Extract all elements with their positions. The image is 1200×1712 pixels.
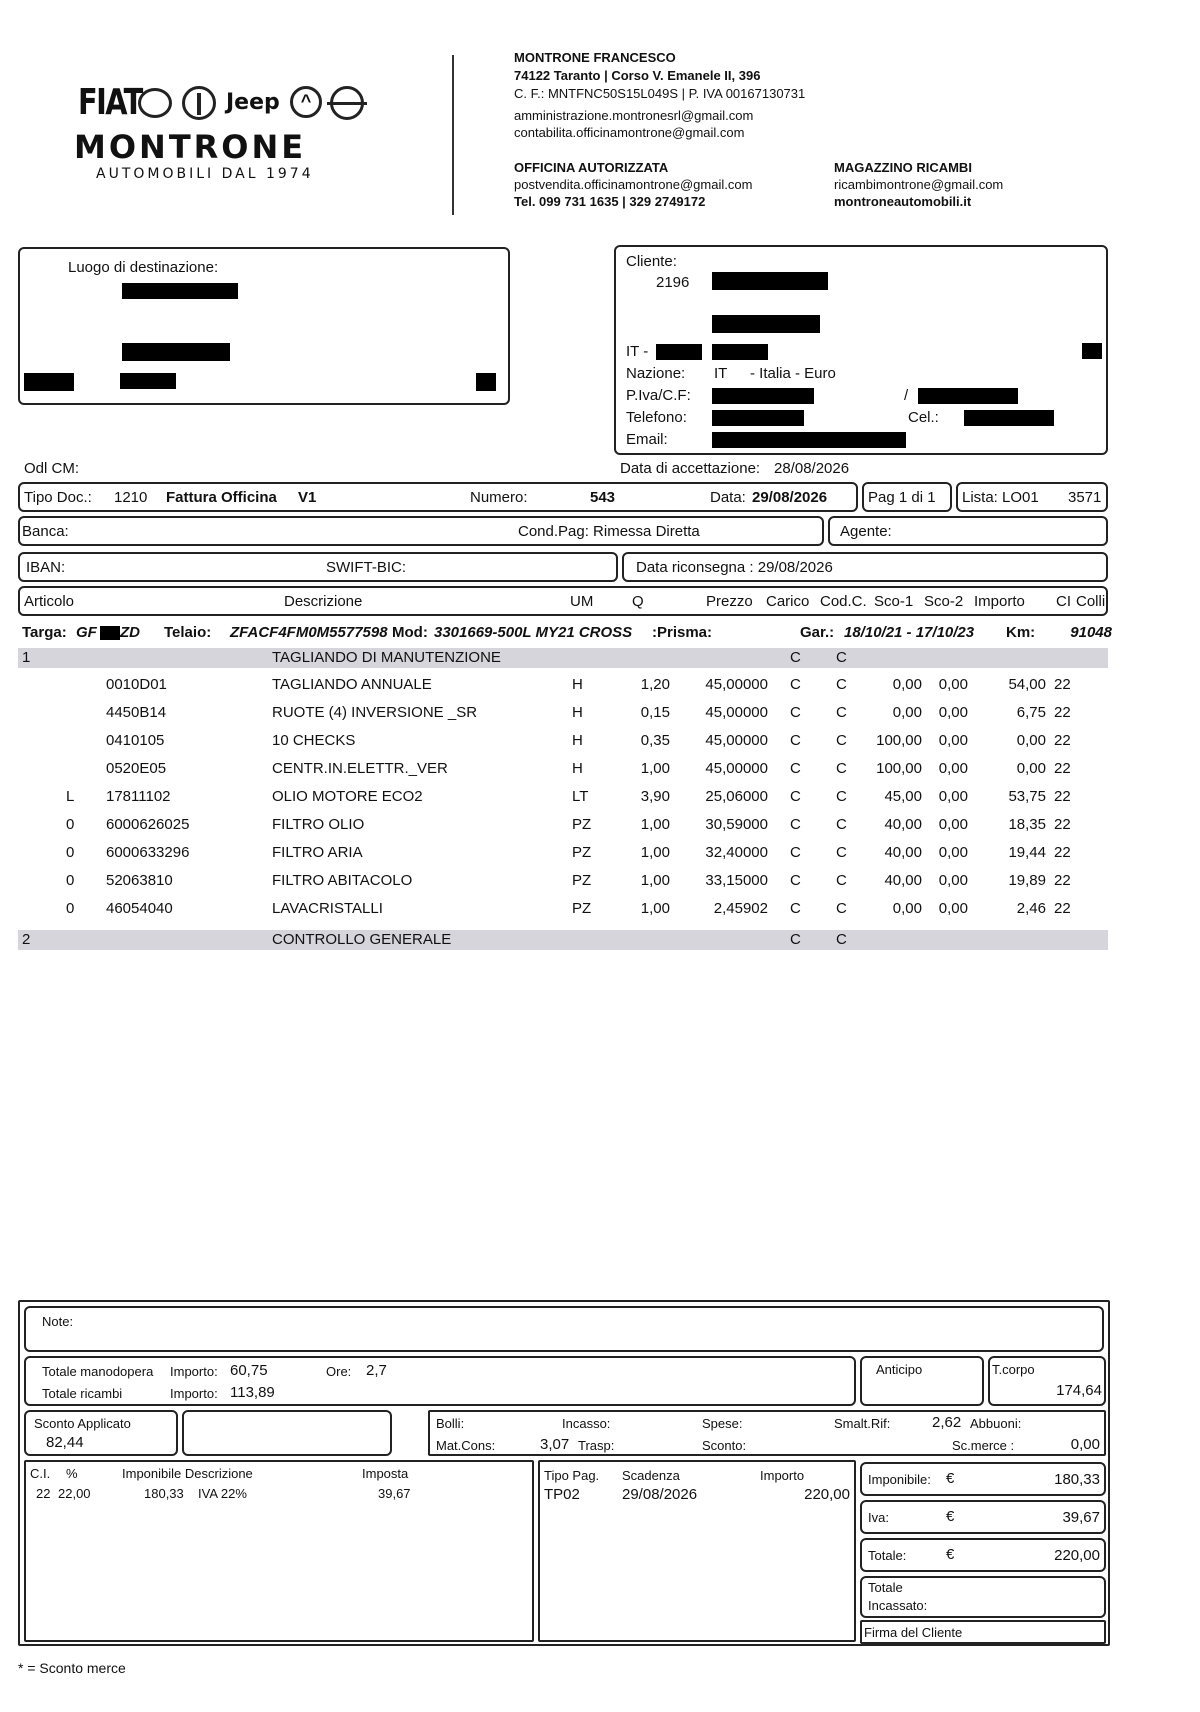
row-q: 1,00 <box>640 900 670 917</box>
totale: 220,00 <box>1054 1547 1100 1564</box>
charges-box <box>428 1410 1106 1456</box>
magazzino-title: MAGAZZINO RICAMBI <box>834 160 972 175</box>
iva-label: Iva: <box>868 1510 889 1525</box>
row-desc: FILTRO ABITACOLO <box>272 872 413 889</box>
doc-number: 543 <box>590 489 616 506</box>
targa-label: Targa: <box>22 624 67 641</box>
row-desc: FILTRO ARIA <box>272 844 363 861</box>
row-sco2: 0,00 <box>938 844 968 861</box>
spese-label: Spese: <box>702 1416 743 1431</box>
row-articolo: 46054040 <box>106 900 173 917</box>
redacted-block <box>712 410 804 426</box>
redacted-block <box>712 272 828 290</box>
table-row <box>18 704 1108 728</box>
row-flag: 0 <box>66 816 75 833</box>
vat-head-ci: C.I. <box>30 1466 51 1481</box>
row-desc: 10 CHECKS <box>272 732 356 749</box>
row-importo: 0,00 <box>1016 760 1046 777</box>
row-articolo: 0010D01 <box>106 676 167 693</box>
row-codc: C <box>836 788 847 805</box>
row-prezzo: 2,45902 <box>713 900 768 917</box>
row-prezzo: 45,00000 <box>705 676 768 693</box>
tot-ric-importo-label: Importo: <box>170 1386 218 1401</box>
row-codc: C <box>836 732 847 749</box>
row-articolo: 4450B14 <box>106 704 167 721</box>
totals-box <box>24 1356 856 1406</box>
row-sco1: 0,00 <box>892 676 922 693</box>
row-q: 1,00 <box>640 844 670 861</box>
row-flag: 0 <box>66 872 75 889</box>
redacted-block <box>100 626 120 640</box>
column-header <box>18 586 1108 616</box>
group-c2: C <box>836 931 847 948</box>
row-ci: 22 <box>1054 900 1071 917</box>
accept-label: Data di accettazione: <box>620 460 761 477</box>
group-desc: TAGLIANDO DI MANUTENZIONE <box>272 649 501 666</box>
row-sco2: 0,00 <box>938 760 968 777</box>
anticipo-label: Anticipo <box>876 1362 923 1377</box>
swift-label: SWIFT-BIC: <box>326 559 406 576</box>
anticipo-box <box>860 1356 984 1406</box>
sconto2-label: Sconto: <box>702 1438 747 1453</box>
fiat-logo: FIAT <box>78 82 142 123</box>
row-importo: 2,46 <box>1016 900 1046 917</box>
incasso-label: Incasso: <box>562 1416 611 1431</box>
sconto-label: Sconto Applicato <box>34 1416 131 1431</box>
redacted-block <box>964 410 1054 426</box>
row-flag: 0 <box>66 900 75 917</box>
payment-box <box>538 1460 856 1642</box>
iva-currency: € <box>946 1508 955 1525</box>
row-codc: C <box>836 844 847 861</box>
tot-ric-label: Totale ricambi <box>42 1386 123 1401</box>
company-email-2: contabilita.officinamontrone@gmail.com <box>514 125 745 140</box>
tot-mano: 60,75 <box>230 1362 268 1379</box>
signature-box <box>860 1620 1106 1644</box>
accept-date: 28/08/2026 <box>774 460 850 477</box>
email-label: Email: <box>626 431 668 448</box>
officina-tel: Tel. 099 731 1635 | 329 2749172 <box>514 194 706 209</box>
magazzino-email: ricambimontrone@gmail.com <box>834 177 1004 192</box>
cel-label: Cel.: <box>908 409 939 426</box>
row-sco1: 100,00 <box>876 760 922 777</box>
nazione-desc: - Italia - Euro <box>750 365 836 382</box>
header-divider <box>452 55 454 215</box>
row-importo: 53,75 <box>1008 788 1046 805</box>
row-ci: 22 <box>1054 872 1071 889</box>
table-row <box>18 788 1108 812</box>
client-label: Cliente: <box>626 253 677 270</box>
client-box <box>614 245 1108 455</box>
footer-box <box>18 1300 1110 1646</box>
tcorpo-label: T.corpo <box>992 1362 1035 1377</box>
bolli-label: Bolli: <box>436 1416 465 1431</box>
group-c2: C <box>836 649 847 666</box>
row-sco1: 40,00 <box>884 844 922 861</box>
col-codc: Cod.C. <box>820 593 867 610</box>
iban-box <box>18 552 618 582</box>
incassato-label-2: Incassato: <box>868 1598 928 1613</box>
redacted-block <box>476 373 496 391</box>
row-sco2: 0,00 <box>938 704 968 721</box>
redacted-block <box>24 373 74 391</box>
table-row <box>18 760 1108 784</box>
row-sco1: 40,00 <box>884 872 922 889</box>
doc-date-label: Data: <box>710 489 746 506</box>
col-colli: Colli <box>1076 593 1106 610</box>
jeep-logo: Jeep <box>226 90 280 115</box>
gar: 18/10/21 - 17/10/23 <box>844 624 975 641</box>
km: 91048 <box>1070 624 1112 641</box>
iva: 39,67 <box>1062 1509 1100 1526</box>
trasp-label: Trasp: <box>578 1438 615 1453</box>
bank-box <box>18 516 824 546</box>
row-codc: C <box>836 760 847 777</box>
redacted-block <box>122 343 230 361</box>
row-um: PZ <box>572 900 592 917</box>
nazione-label: Nazione: <box>626 365 686 382</box>
row-prezzo: 32,40000 <box>705 844 768 861</box>
items-table <box>18 676 1108 916</box>
page-box <box>862 482 952 512</box>
tcorpo: 174,64 <box>1056 1382 1102 1399</box>
gar-label: Gar.: <box>800 624 835 641</box>
row-importo: 18,35 <box>1008 816 1046 833</box>
row-ci: 22 <box>1054 844 1071 861</box>
row-prezzo: 30,59000 <box>705 816 768 833</box>
row-desc: OLIO MOTORE ECO2 <box>272 788 423 805</box>
row-codc: C <box>836 704 847 721</box>
imponibile-currency: € <box>946 1470 955 1487</box>
pay-row-tipo: TP02 <box>544 1486 580 1503</box>
row-importo: 6,75 <box>1016 704 1046 721</box>
doc-type-label: Tipo Doc.: <box>24 489 92 506</box>
redacted-block <box>1082 343 1102 359</box>
group-num: 1 <box>22 649 31 666</box>
row-um: PZ <box>572 844 592 861</box>
row-importo: 54,00 <box>1008 676 1046 693</box>
row-prezzo: 25,06000 <box>705 788 768 805</box>
tcorpo-box <box>988 1356 1106 1406</box>
row-sco2: 0,00 <box>938 732 968 749</box>
company-name: MONTRONE FRANCESCO <box>514 50 676 65</box>
row-desc: LAVACRISTALLI <box>272 900 383 917</box>
redacted-block <box>120 373 176 389</box>
col-descrizione: Descrizione <box>284 593 363 610</box>
row-um: H <box>572 760 583 777</box>
pay-head-importo: Importo <box>760 1468 805 1483</box>
imponibile-label: Imponibile: <box>868 1472 931 1487</box>
bank-label: Banca: <box>22 523 69 540</box>
row-carico: C <box>790 788 801 805</box>
row-codc: C <box>836 872 847 889</box>
col-um: UM <box>570 593 594 610</box>
row-carico: C <box>790 732 801 749</box>
col-sco2: Sco-2 <box>924 593 964 610</box>
vehicle-row <box>22 624 1112 646</box>
lancia-logo-icon <box>138 88 172 118</box>
row-articolo: 6000626025 <box>106 816 190 833</box>
row-codc: C <box>836 816 847 833</box>
vat-row-ci: 22 <box>36 1486 51 1501</box>
doc-type-box <box>18 482 858 512</box>
row-flag: 0 <box>66 844 75 861</box>
totale-label: Totale: <box>868 1548 907 1563</box>
abbuoni-label: Abbuoni: <box>970 1416 1022 1431</box>
vat-row-imposta: 39,67 <box>378 1486 411 1501</box>
row-um: PZ <box>572 872 592 889</box>
telaio-label: Telaio: <box>164 624 212 641</box>
group-desc: CONTROLLO GENERALE <box>272 931 452 948</box>
pay-head-scad: Scadenza <box>622 1468 680 1483</box>
row-sco1: 40,00 <box>884 816 922 833</box>
row-carico: C <box>790 704 801 721</box>
row-ci: 22 <box>1054 704 1071 721</box>
row-carico: C <box>790 816 801 833</box>
blank-box <box>182 1410 392 1456</box>
totale-box <box>860 1538 1106 1572</box>
row-importo: 19,89 <box>1008 872 1046 889</box>
riconsegna-box <box>622 552 1108 582</box>
note-label: Note: <box>42 1314 74 1329</box>
doc-type-code: 1210 <box>114 489 148 506</box>
matcons: 3,07 <box>540 1436 570 1453</box>
note-box <box>24 1306 1104 1352</box>
table-row <box>18 676 1108 700</box>
row-desc: FILTRO OLIO <box>272 816 365 833</box>
targa-a: GF <box>76 624 97 641</box>
citroen-logo-icon: ^ <box>290 86 322 118</box>
vat-head-impdesc: Imponibile Descrizione <box>122 1466 253 1481</box>
row-articolo: 6000633296 <box>106 844 190 861</box>
col-ci: CI <box>1056 593 1071 610</box>
page-indicator: Pag 1 di 1 <box>868 489 936 506</box>
doc-type-version: V1 <box>298 489 317 506</box>
col-prezzo: Prezzo <box>706 593 753 610</box>
table-row <box>18 900 1108 924</box>
row-ci: 22 <box>1054 760 1071 777</box>
row-articolo: 0520E05 <box>106 760 167 777</box>
row-um: H <box>572 732 583 749</box>
doc-date: 29/08/2026 <box>752 489 828 506</box>
row-q: 0,15 <box>640 704 670 721</box>
row-carico: C <box>790 872 801 889</box>
doc-type-desc: Fattura Officina <box>166 489 277 506</box>
group-c1: C <box>790 931 801 948</box>
row-desc: CENTR.IN.ELETTR._VER <box>272 760 448 777</box>
company-fiscal: C. F.: MNTFNC50S15L049S | P. IVA 00167130731 <box>514 86 806 101</box>
col-articolo: Articolo <box>24 593 75 610</box>
pay-head-tipo: Tipo Pag. <box>544 1468 600 1483</box>
redacted-block <box>712 344 768 360</box>
row-sco2: 0,00 <box>938 816 968 833</box>
row-um: LT <box>572 788 589 805</box>
telaio: ZFACF4FM0M5577598 <box>230 624 388 641</box>
alfa-romeo-logo-icon <box>182 86 216 120</box>
table-row <box>18 872 1108 896</box>
group-row <box>18 648 1108 672</box>
row-sco2: 0,00 <box>938 676 968 693</box>
row-importo: 19,44 <box>1008 844 1046 861</box>
row-prezzo: 45,00000 <box>705 732 768 749</box>
sconto-box <box>24 1410 178 1456</box>
signature-label: Firma del Cliente <box>864 1625 963 1640</box>
row-sco1: 45,00 <box>884 788 922 805</box>
row-desc: RUOTE (4) INVERSIONE _SR <box>272 704 478 721</box>
row-carico: C <box>790 900 801 917</box>
iban-label: IBAN: <box>26 559 66 576</box>
smalt: 2,62 <box>932 1414 962 1431</box>
row-importo: 0,00 <box>1016 732 1046 749</box>
row-prezzo: 45,00000 <box>705 704 768 721</box>
ore-label: Ore: <box>326 1364 352 1379</box>
km-label: Km: <box>1006 624 1036 641</box>
logo-tagline: AUTOMOBILI DAL 1974 <box>96 166 314 182</box>
table-row <box>18 844 1108 868</box>
row-q: 3,90 <box>640 788 670 805</box>
row-prezzo: 33,15000 <box>705 872 768 889</box>
row-carico: C <box>790 676 801 693</box>
row-sco2: 0,00 <box>938 872 968 889</box>
officina-email: postvendita.officinamontrone@gmail.com <box>514 177 753 192</box>
redacted-block <box>712 388 814 404</box>
lista-box <box>956 482 1108 512</box>
scmerce-label: Sc.merce : <box>952 1438 1015 1453</box>
row-ci: 22 <box>1054 816 1071 833</box>
vat-row-desc: IVA 22% <box>198 1486 247 1501</box>
row-prezzo: 45,00000 <box>705 760 768 777</box>
lista-label: Lista: LO01 <box>962 489 1039 506</box>
nazione-code: IT <box>714 365 728 382</box>
col-carico: Carico <box>766 593 810 610</box>
redacted-block <box>122 283 238 299</box>
row-q: 0,35 <box>640 732 670 749</box>
agent-label: Agente: <box>840 523 892 540</box>
totale-currency: € <box>946 1546 955 1563</box>
destination-box <box>18 247 510 405</box>
targa-b: ZD <box>120 624 140 641</box>
row-um: H <box>572 676 583 693</box>
montrone-logo: MONTRONE <box>74 128 307 166</box>
tot-mano-importo-label: Importo: <box>170 1364 218 1379</box>
row-articolo: 0410105 <box>106 732 165 749</box>
row-sco1: 0,00 <box>892 900 922 917</box>
row-codc: C <box>836 900 847 917</box>
row-flag: L <box>66 788 75 805</box>
redacted-block <box>712 315 820 333</box>
smalt-label: Smalt.Rif: <box>834 1416 891 1431</box>
group-row <box>18 930 1108 954</box>
vat-head-imposta: Imposta <box>362 1466 409 1481</box>
incassato-label-1: Totale <box>868 1580 903 1595</box>
imponibile: 180,33 <box>1054 1471 1100 1488</box>
row-um: H <box>572 704 583 721</box>
brand-logo-row <box>78 82 398 126</box>
vat-box <box>24 1460 534 1642</box>
row-sco1: 100,00 <box>876 732 922 749</box>
matcons-label: Mat.Cons: <box>436 1438 496 1453</box>
vat-head-pct: % <box>66 1466 78 1481</box>
row-desc: TAGLIANDO ANNUALE <box>272 676 432 693</box>
destination-label: Luogo di destinazione: <box>68 259 219 276</box>
magazzino-web: montroneautomobili.it <box>834 194 972 209</box>
row-q: 1,00 <box>640 760 670 777</box>
piva-slash: / <box>904 387 909 404</box>
mod: 3301669-500L MY21 CROSS <box>434 624 633 641</box>
row-q: 1,20 <box>640 676 670 693</box>
row-um: PZ <box>572 816 592 833</box>
row-q: 1,00 <box>640 872 670 889</box>
opel-logo-icon <box>330 86 364 120</box>
row-sco2: 0,00 <box>938 788 968 805</box>
tot-mano-label: Totale manodopera <box>42 1364 154 1379</box>
row-carico: C <box>790 760 801 777</box>
agent-box <box>828 516 1108 546</box>
redacted-block <box>656 344 702 360</box>
imponibile-box <box>860 1462 1106 1496</box>
payment-condition: Cond.Pag: Rimessa Diretta <box>518 523 700 540</box>
row-q: 1,00 <box>640 816 670 833</box>
tot-ric: 113,89 <box>230 1384 275 1401</box>
row-ci: 22 <box>1054 788 1071 805</box>
row-carico: C <box>790 844 801 861</box>
row-codc: C <box>836 676 847 693</box>
mod-label: Mod: <box>392 624 428 641</box>
ore: 2,7 <box>366 1362 387 1379</box>
company-email-1: amministrazione.montronesrl@gmail.com <box>514 108 754 123</box>
lista-number: 3571 <box>1068 489 1102 506</box>
officina-title: OFFICINA AUTORIZZATA <box>514 160 669 175</box>
riconsegna-date: Data riconsegna : 29/08/2026 <box>636 559 833 576</box>
table-row <box>18 816 1108 840</box>
col-sco1: Sco-1 <box>874 593 914 610</box>
telefono-label: Telefono: <box>626 409 687 426</box>
legend-note: * = Sconto merce <box>18 1660 126 1676</box>
client-it-prefix: IT - <box>626 343 649 360</box>
odl-label: Odl CM: <box>24 460 80 477</box>
redacted-block <box>918 388 1018 404</box>
group-c1: C <box>790 649 801 666</box>
table-row <box>18 732 1108 756</box>
incassato-box <box>860 1576 1106 1618</box>
row-ci: 22 <box>1054 676 1071 693</box>
company-address: 74122 Taranto | Corso V. Emanele II, 396 <box>514 68 761 83</box>
prisma-label: :Prisma: <box>652 624 713 641</box>
pay-row-scad: 29/08/2026 <box>622 1486 698 1503</box>
piva-label: P.Iva/C.F: <box>626 387 691 404</box>
redacted-block <box>712 432 906 448</box>
pay-row-importo: 220,00 <box>804 1486 850 1503</box>
group-num: 2 <box>22 931 31 948</box>
col-importo: Importo <box>974 593 1025 610</box>
sconto: 82,44 <box>46 1434 84 1451</box>
col-q: Q <box>632 593 644 610</box>
vat-row-pct: 22,00 <box>58 1486 91 1501</box>
scmerce: 0,00 <box>1070 1436 1100 1453</box>
row-ci: 22 <box>1054 732 1071 749</box>
row-articolo: 52063810 <box>106 872 173 889</box>
row-articolo: 17811102 <box>106 788 171 805</box>
vat-row-imp: 180,33 <box>144 1486 184 1501</box>
client-code: 2196 <box>656 274 690 291</box>
iva-box <box>860 1500 1106 1534</box>
row-sco1: 0,00 <box>892 704 922 721</box>
row-sco2: 0,00 <box>938 900 968 917</box>
doc-number-label: Numero: <box>470 489 528 506</box>
